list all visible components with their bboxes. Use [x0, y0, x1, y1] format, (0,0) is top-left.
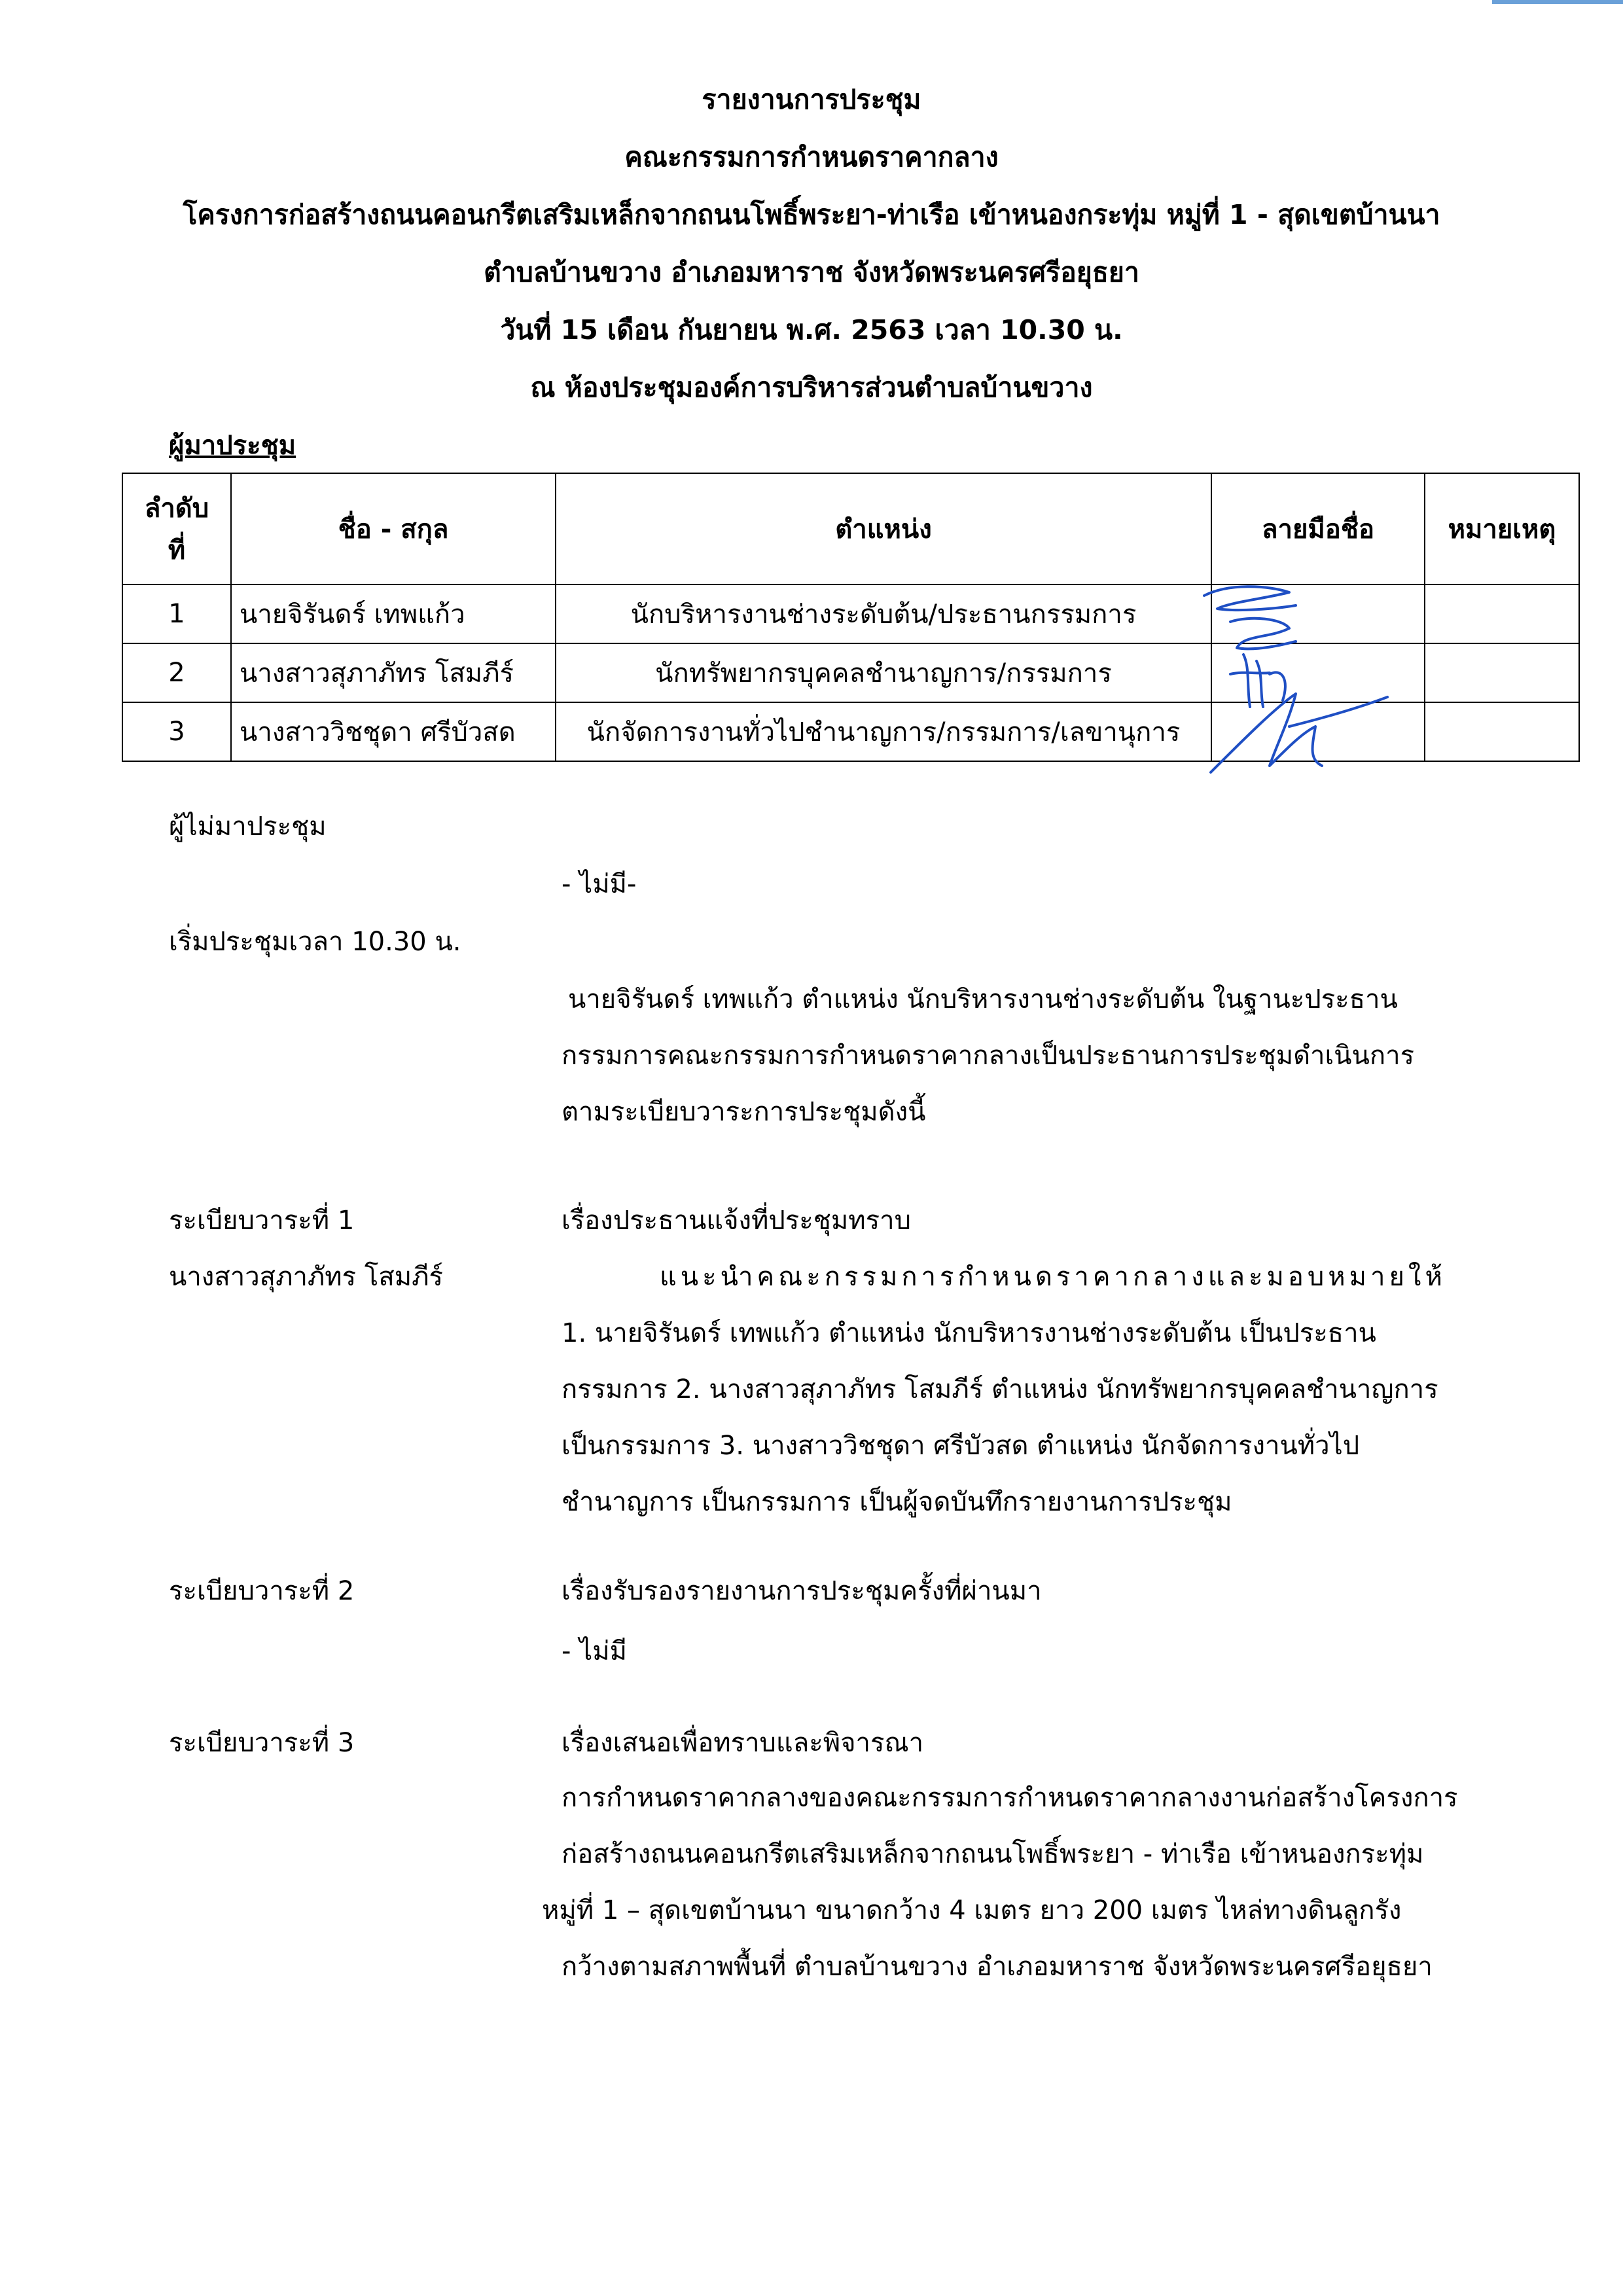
- handwritten-signatures: [1191, 576, 1414, 779]
- agenda3-subject: เรื่องเสนอเพื่อทราบและพิจารณา: [562, 1728, 924, 1758]
- signature-1: [1204, 586, 1296, 649]
- row-position: นักจัดการงานทั่วไปชำนาญการ/กรรมการ/เลขานุการ: [556, 702, 1211, 761]
- date-title: วันที่ 15 เดือน กันยายน พ.ศ. 2563 เวลา 10.30 น.: [500, 314, 1123, 346]
- start-time-label: เริ่มประชุมเวลา 10.30 น.: [169, 927, 461, 957]
- agenda2-subject: เรื่องรับรองรายงานการประชุมครั้งที่ผ่านมา: [562, 1576, 1042, 1606]
- start-text-line: นายจิรันดร์ เทพแก้ว ตำแหน่ง นักบริหารงานช่างระดับต้น ในฐานะประธาน: [568, 984, 1398, 1014]
- col-header-name: ชื่อ - สกุล: [231, 473, 556, 584]
- agenda1-text-line: แนะนำคณะกรรมการกำหนดราคากลางและมอบหมายให้: [660, 1262, 1446, 1292]
- agenda3-text-line: ก่อสร้างถนนคอนกรีตเสริมเหล็กจากถนนโพธิ์พระยา - ท่าเรือ เข้าหนองกระทุ่ม: [562, 1839, 1424, 1869]
- table-header-row: [122, 473, 1579, 584]
- col-header-position: ตำแหน่ง: [556, 473, 1211, 584]
- row-note: [1425, 643, 1579, 702]
- col-header-note: หมายเหตุ: [1425, 473, 1579, 584]
- agenda3-text-line: การกำหนดราคากลางของคณะกรรมการกำหนดราคากลางงานก่อสร้างโครงการ: [562, 1783, 1458, 1813]
- col-header-order-line1: ลำดับ: [144, 493, 209, 524]
- row-name: นางสาวสุภาภัทร โสมภีร์: [231, 643, 556, 702]
- row-name: นางสาววิชชุดา ศรีบัวสด: [231, 702, 556, 761]
- agenda3-label: ระเบียบวาระที่ 3: [169, 1728, 355, 1758]
- agenda2-value: - ไม่มี: [562, 1636, 627, 1666]
- row-name: นายจิรันดร์ เทพแก้ว: [231, 584, 556, 643]
- agenda1-text-line: 1. นายจิรันดร์ เทพแก้ว ตำแหน่ง นักบริหารงานช่างระดับต้น เป็นประธาน: [562, 1318, 1376, 1348]
- venue-title: ณ ห้องประชุมองค์การบริหารส่วนตำบลบ้านขวาง: [530, 372, 1093, 403]
- row-number: 2: [122, 643, 231, 702]
- project-title: โครงการก่อสร้างถนนคอนกรีตเสริมเหล็กจากถนนโพธิ์พระยา-ท่าเรือ เข้าหนองกระทุ่ม หมู่ที่ 1 - สุดเขตบ้านนา: [183, 199, 1440, 230]
- absent-heading: ผู้ไม่มาประชุม: [169, 812, 327, 842]
- start-text-line: กรรมการคณะกรรมการกำหนดราคากลางเป็นประธานการประชุมดำเนินการ: [562, 1041, 1415, 1071]
- signature-3: [1211, 694, 1387, 772]
- signature-2: [1230, 655, 1285, 707]
- report-title: รายงานการประชุม: [702, 84, 921, 115]
- committee-title: คณะกรรมการกำหนดราคากลาง: [624, 141, 999, 173]
- agenda1-text-line: กรรมการ 2. นางสาวสุภาภัทร โสมภีร์ ตำแหน่ง นักทรัพยากรบุคคลชำนาญการ: [562, 1374, 1438, 1405]
- row-note: [1425, 702, 1579, 761]
- col-header-signature: ลายมือชื่อ: [1211, 473, 1425, 584]
- agenda1-speaker: นางสาวสุภาภัทร โสมภีร์: [169, 1262, 443, 1292]
- agenda3-text-line: หมู่ที่ 1 – สุดเขตบ้านนา ขนาดกว้าง 4 เมตร ยาว 200 เมตร ไหล่ทางดินลูกรัง: [542, 1895, 1402, 1926]
- row-number: 1: [122, 584, 231, 643]
- agenda1-label: ระเบียบวาระที่ 1: [169, 1206, 355, 1236]
- absent-value: - ไม่มี-: [562, 869, 637, 899]
- agenda2-label: ระเบียบวาระที่ 2: [169, 1576, 355, 1606]
- start-text-line: ตามระเบียบวาระการประชุมดังนี้: [562, 1097, 926, 1127]
- location-title: ตำบลบ้านขวาง อำเภอมหาราช จังหวัดพระนครศรีอยุธยา: [484, 257, 1139, 288]
- row-note: [1425, 584, 1579, 643]
- agenda1-text-line: ชำนาญการ เป็นกรรมการ เป็นผู้จดบันทึกรายงานการประชุม: [562, 1487, 1232, 1517]
- agenda1-subject: เรื่องประธานแจ้งที่ประชุมทราบ: [562, 1206, 911, 1236]
- row-position: นักบริหารงานช่างระดับต้น/ประธานกรรมการ: [556, 584, 1211, 643]
- agenda3-text-line: กว้างตามสภาพพื้นที่ ตำบลบ้านขวาง อำเภอมหาราช จังหวัดพระนครศรีอยุธยา: [562, 1952, 1433, 1982]
- col-header-order: [122, 473, 231, 584]
- agenda1-text-line: เป็นกรรมการ 3. นางสาววิชชุดา ศรีบัวสด ตำแหน่ง นักจัดการงานทั่วไป: [562, 1431, 1360, 1461]
- scan-edge-mark: [1492, 0, 1623, 4]
- row-position: นักทรัพยากรบุคคลชำนาญการ/กรรมการ: [556, 643, 1211, 702]
- col-header-order-line2: ที่: [168, 535, 186, 565]
- attendees-heading: ผู้มาประชุม: [169, 431, 296, 461]
- row-number: 3: [122, 702, 231, 761]
